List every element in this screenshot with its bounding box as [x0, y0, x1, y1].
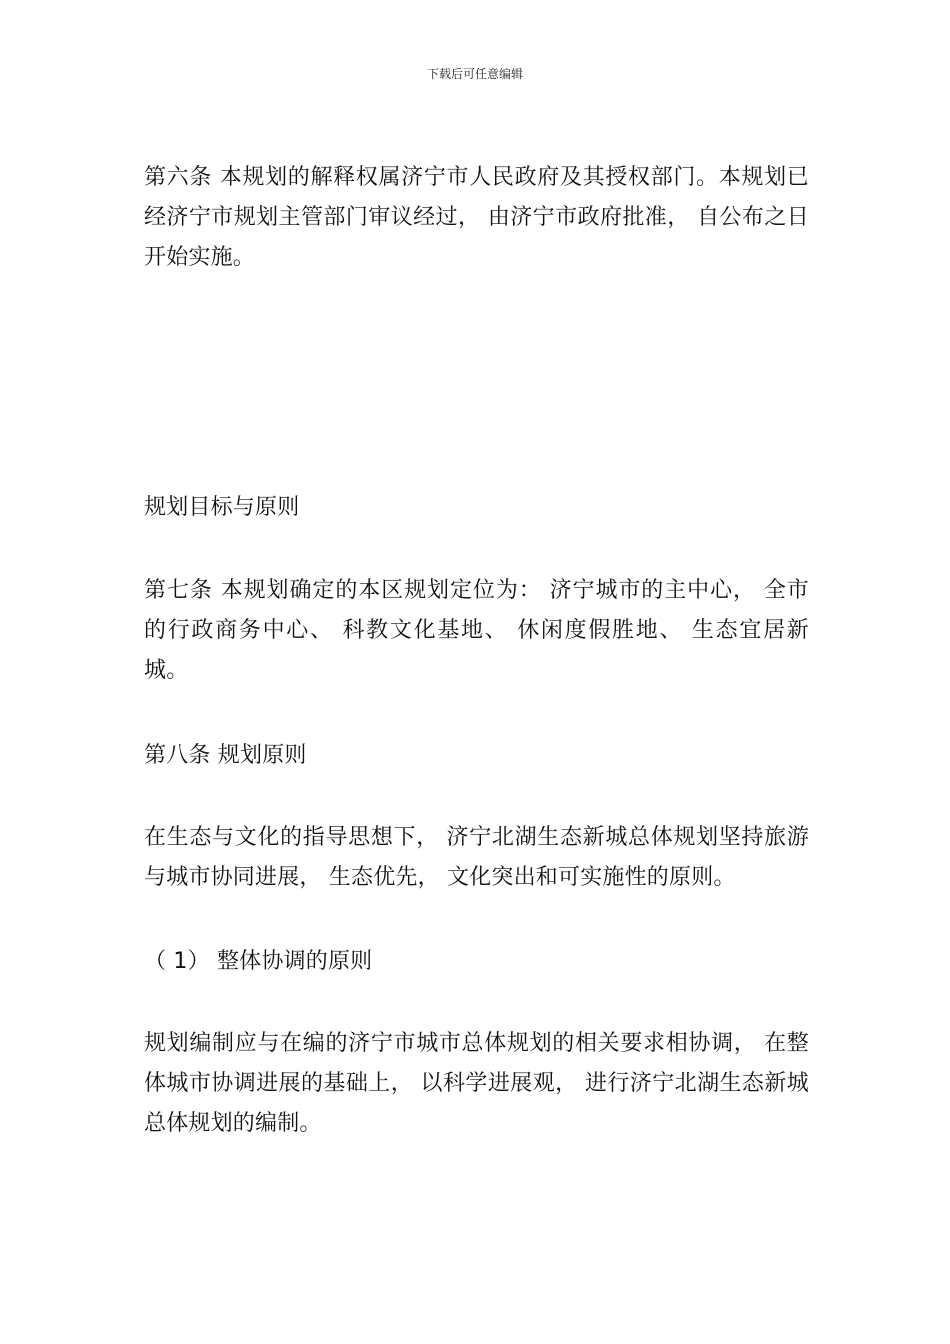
- section-heading: 规划目标与原则: [144, 495, 300, 520]
- article-8-heading: 第八条 规划原则: [144, 743, 307, 768]
- article-7-paragraph: 第七条 本规划确定的本区规划定位为： 济宁城市的主中心， 全市的行政商务中心、 科教文化基地、 休闲度假胜地、 生态宜居新城。: [144, 578, 809, 683]
- article-6-paragraph: 第六条 本规划的解释权属济宁市人民政府及其授权部门。本规划已经济宁市规划主管部门审议经过， 由济宁市政府批准， 自公布之日开始实施。: [144, 165, 809, 270]
- principles-paragraph: 在生态与文化的指导思想下， 济宁北湖生态新城总体规划坚持旅游与城市协同进展， 生态优先， 文化突出和可实施性的原则。: [144, 825, 809, 890]
- page-header: 下载后可任意编辑: [426, 67, 523, 81]
- principle-1-paragraph: 规划编制应与在编的济宁市城市总体规划的相关要求相协调， 在整体城市协调进展的基础上， 以科学进展观， 进行济宁北湖生态新城总体规划的编制。: [144, 1031, 809, 1136]
- principle-1-heading: （ 1） 整体协调的原则: [144, 949, 373, 974]
